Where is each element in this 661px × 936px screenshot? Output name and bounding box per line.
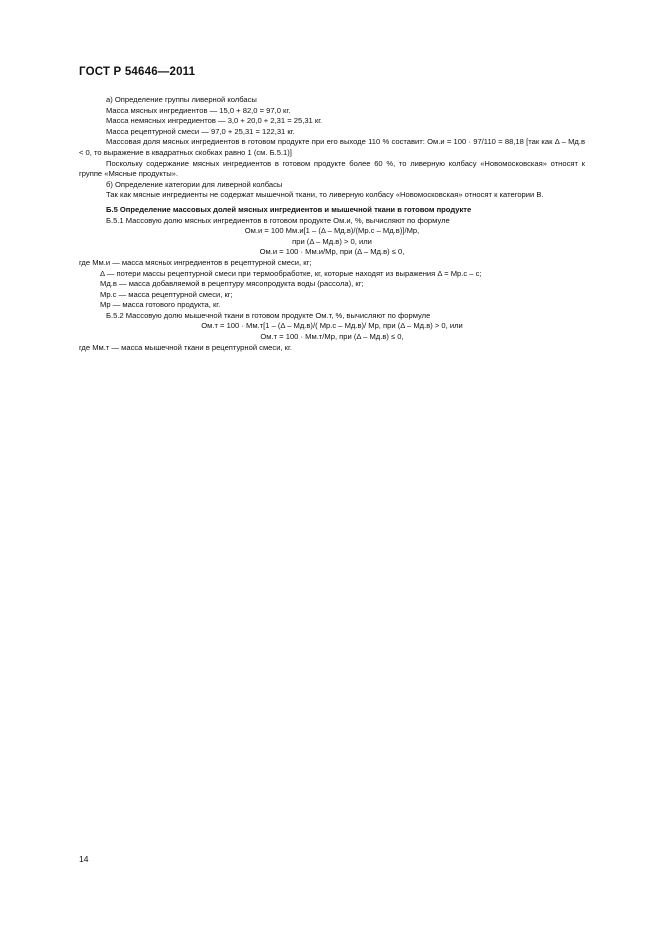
paragraph: Б.5.1 Массовую долю мясных ингредиентов в готовом продукте Oм.и, %, вычисляют по формуле [106, 215, 450, 225]
formula: Oм.и = 100 · Mм.и/Mр, при (Δ – Mд.в) ≤ 0, [259, 247, 405, 257]
definition: Mр.с — масса рецептурной смеси, кг; [100, 289, 233, 299]
document-body [79, 95, 585, 353]
definition: Δ — потери массы рецептурной смеси при термообработке, кг, которые находят из выражения Δ = Mр.с – c; [100, 268, 482, 278]
page-number: 14 [79, 854, 89, 864]
definition: Mр — масса готового продукта, кг. [100, 300, 221, 310]
formula: Oм.т = 100 · Mм.т[1 – (Δ – Mд.в)/( Mр.с – Mд.в)/ Mр, при (Δ – Mд.в) > 0, или [201, 321, 463, 331]
definition: где Mм.и — масса мясных ингредиентов в рецептурной смеси, кг; [79, 257, 312, 267]
paragraph: Поскольку содержание мясных ингредиентов в готовом продукте более 60 %, то ливерную колбасу «Новомосковская» относят к группе «Мясные продукты». [79, 158, 585, 179]
paragraph: б) Определение категории для ливерной колбасы [106, 179, 283, 189]
paragraph: Масса рецептурной смеси — 97,0 + 25,31 = 122,31 кг. [106, 126, 295, 136]
paragraph: Массовая доля мясных ингредиентов в готовом продукте при его выходе 110 % составит: Oм.и = 100 · 97/110 = 88,18 [так как Δ – Мд.в < 0, то выражение в квадратных скобках равно 1 (см. Б.5.1)] [79, 137, 585, 157]
definition: Mд.в — масса добавляемой в рецептуру мясопродукта воды (рассола), кг; [100, 279, 364, 289]
section-heading: Б.5 Определение массовых долей мясных ингредиентов и мышечной ткани в готовом продукте [106, 204, 472, 214]
formula: Oм.и = 100 Mм.и[1 – (Δ – Mд.в)/(Mр.с – Mд.в)]/Mр, [244, 226, 420, 236]
formula: при (Δ – Mд.в) > 0, или [292, 236, 372, 246]
paragraph: Так как мясные ингредиенты не содержат мышечной ткани, то ливерную колбасу «Новомосковская» относят к категории В. [106, 190, 544, 200]
document-header: ГОСТ Р 54646—2011 [79, 66, 196, 78]
paragraph: Б.5.2 Массовую долю мышечной ткани в готовом продукте Oм.т, %, вычисляют по формуле [106, 310, 431, 320]
paragraph: а) Определение группы ливерной колбасы [106, 95, 257, 104]
formula: Oм.т = 100 · Mм.т/Mр, при (Δ – Mд.в) ≤ 0, [260, 332, 404, 342]
paragraph: Масса немясных ингредиентов — 3,0 + 20,0 + 2,31 = 25,31 кг. [106, 116, 323, 126]
definition: где Mм.т — масса мышечной ткани в рецептурной смеси, кг. [79, 342, 292, 352]
paragraph: Масса мясных ингредиентов — 15,0 + 82,0 = 97,0 кг. [106, 105, 291, 115]
